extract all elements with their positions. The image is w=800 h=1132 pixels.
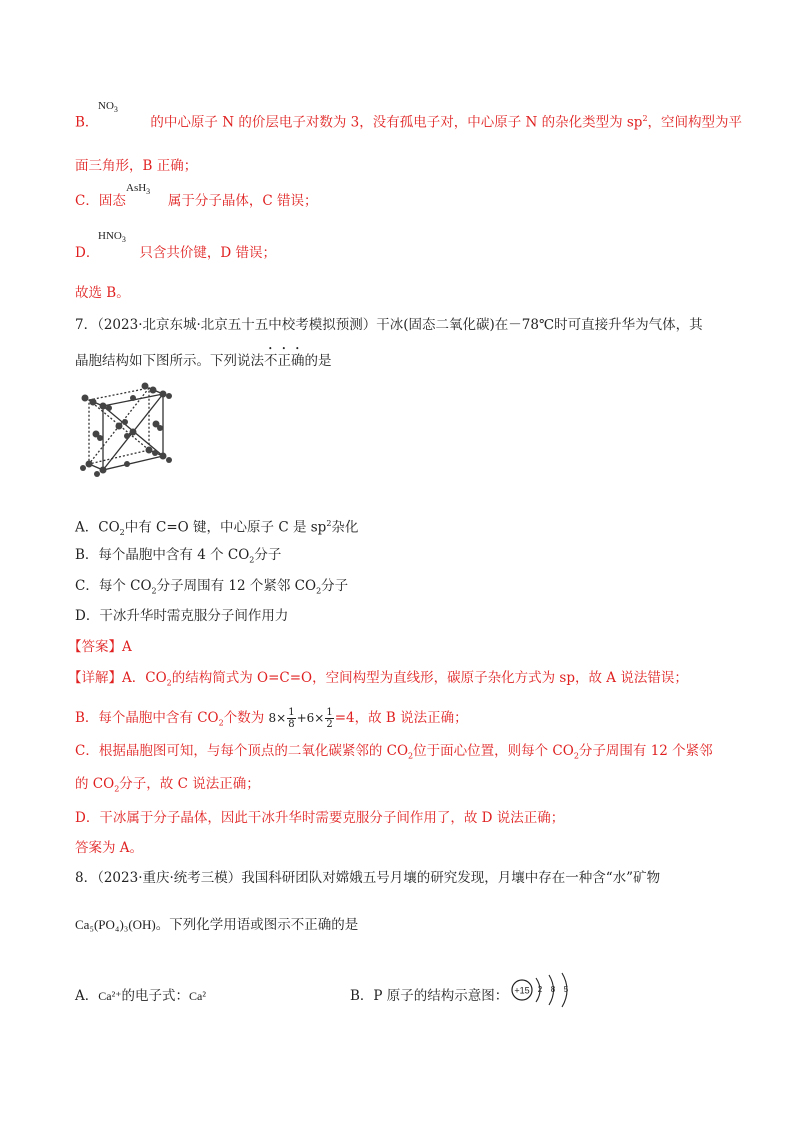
q7-explanation-a: 【详解】A．$CO_2$的结构简式为 O=C=O，空间构型为直线形，碳原子杂化方式为 sp，故 A 说法错误； <box>68 670 688 688</box>
q8-stem-1: 8．（2023·重庆·统考三模）我国科研团队对嫦娥五号月壤的研究发现，月壤中存在一种含“水”矿物 <box>75 870 661 886</box>
atom-shell-3: 5 <box>563 985 569 994</box>
option-c-line: C．固态 属于分子晶体，C 错误； <box>75 193 318 209</box>
b-formula: $NO_3$ <box>98 100 118 115</box>
q7-explanation-b: B．每个晶胞中含有 $CO_2$个数为 8× $\frac{1}{8}$ +6× $\frac{1}{2}$ =4，故 B 说法正确； <box>75 707 468 730</box>
q8-formula: Ca₅(PO₄)₃(OH) <box>75 917 156 932</box>
q7-stem-1: 7．（2023·北京东城·北京五十五中校考模拟预测）干冰(固态二氧化碳)在－78℃时可直接升华为气体，其 <box>75 317 703 333</box>
choice-line: 故选 B。 <box>75 285 130 301</box>
q7-final: 答案为 A。 <box>75 840 144 856</box>
q7-option-b: B．每个晶胞中含有 4 个 $CO_2$分子 <box>75 547 282 565</box>
d-formula: $HNO_3$ <box>98 230 126 245</box>
phosphorus-atom-structure-diagram <box>508 970 574 1010</box>
c-formula: AsH$_3$ <box>126 182 151 197</box>
q7-explanation-c-2: 的 $CO_2$分子，故 C 说法正确； <box>75 776 260 794</box>
option-b-line: B． 的中心原子 N 的价层电子对数为 3，没有孤电子对，中心原子 N 的杂化类型为 $sp^2$，空间构型为平 <box>75 114 743 131</box>
option-d-line: D． 只含共价键，D 错误； <box>75 245 276 261</box>
dry-ice-unit-cell-figure <box>75 378 190 488</box>
q7-explanation-c: C．根据晶胞图可知，与每个顶点的二氧化碳紧邻的 $CO_2$位于面心位置，则每个 $CO_2$分子周围有 12 个紧邻 <box>75 743 713 761</box>
option-b-line-2: 面三角形，B 正确； <box>75 158 198 174</box>
q7-stem-2: 晶胞结构如下图所示。下列说法不正确的是 <box>75 353 332 369</box>
q7-option-c: C．每个 $CO_2$分子周围有 12 个紧邻 $CO_2$分子 <box>75 578 349 596</box>
q8-option-b: B．P 原子的结构示意图： <box>350 988 509 1004</box>
q7-option-d: D．干冰升华时需克服分子间作用力 <box>75 608 289 624</box>
q7-option-a: A．$CO_2$中有 C=O 键，中心原子 C 是 $sp^2$杂化 <box>75 519 359 538</box>
atom-shell-2: 8 <box>550 985 556 994</box>
atom-nucleus-label: +15 <box>514 985 530 996</box>
q8-option-a: A．Ca²⁺的电子式：Ca² <box>75 988 206 1004</box>
atom-shell-1: 2 <box>537 985 543 994</box>
q7-explanation-d: D．干冰属于分子晶体，因此干冰升华时需要克服分子间作用了，故 D 说法正确； <box>75 810 565 826</box>
q7-answer: 【答案】A <box>68 639 132 655</box>
q8-stem-2: Ca₅(PO₄)₃(OH)。下列化学用语或图示不正确的是 <box>75 917 359 933</box>
